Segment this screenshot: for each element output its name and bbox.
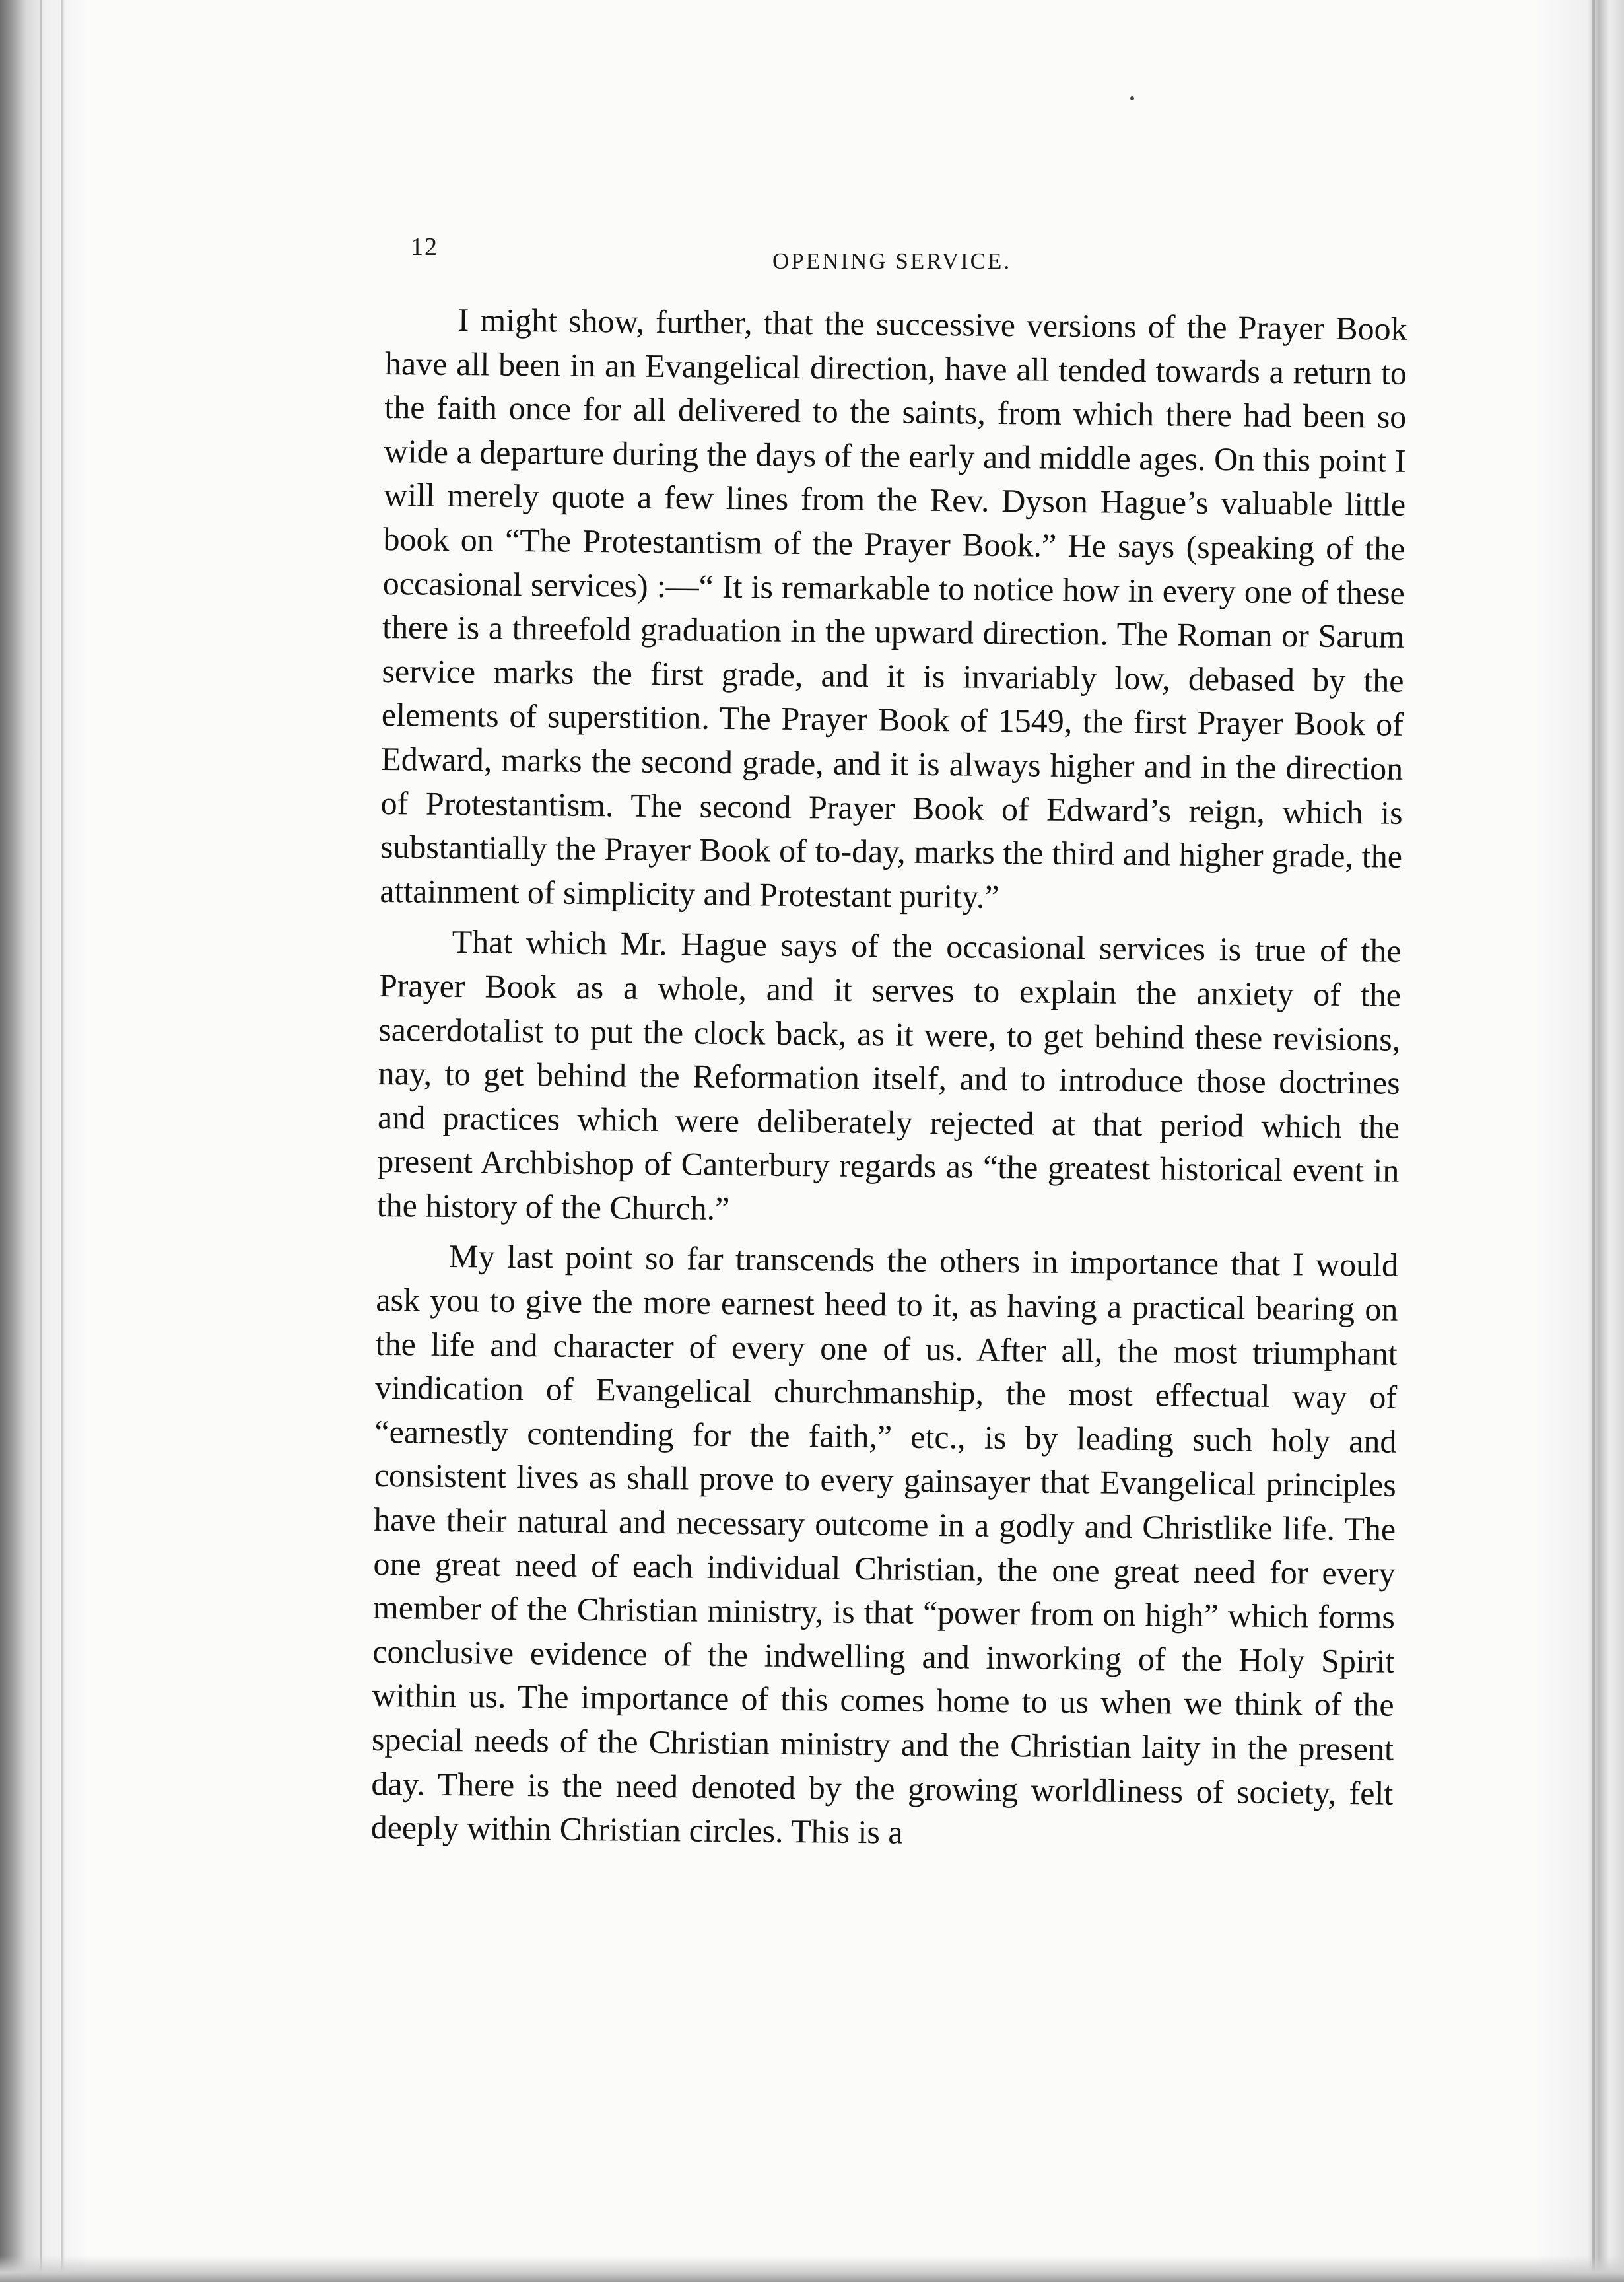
paragraph-last-point: My last point so far transcends the others in importance that I would ask you to give the more earnest heed to it, as having a practical bearing on the life and character of every one of us. After all, the most triumphant vindication of Evangelical churchmanship, the most effectual way of “earnestly contending for the faith,” etc., is by leading such holy and consistent lives as shall prove to every gainsayer that Evangelical principles have their natural and necessary outcome in a godly and Christlike life. The one great need of each individual Christian, the one great need for every member of the Christian ministry, is that “power from on high” which forms conclusive evidence of the indwelling and inworking of the Holy Spirit within us. The importance of this comes home to us when we think of the special needs of the Christian ministry and the Christian laity in the present day. There is the need denoted by the growing worldliness of society, felt deeply within Christian circles. This is a xyxy=(370,1237,1399,1851)
page-edge-right xyxy=(1538,0,1624,2282)
binding-line-inner xyxy=(61,0,65,2282)
ink-speck xyxy=(1130,96,1134,100)
body-text xyxy=(370,297,1407,1859)
page-edge-bottom xyxy=(0,2256,1624,2282)
paragraph-mr-hague: That which Mr. Hague says of the occasional services is true of the Prayer Book as a whole, and it serves to explain the anxiety of the sacerdotalist to put the clock back, as it were, to get behind these revisions, nay, to get behind the Reformation itself, and to introduce those doctrines and practices which were deliberately rejected at that period which the present Archbishop of Canterbury regards as “the greatest historical event in the history of the Church.” xyxy=(376,923,1402,1227)
paragraph-prayer-book-versions: I might show, further, that the successive versions of the Prayer Book have all been in an Evangelical direction, have all tended towards a return to the faith once for all delivered to the saints, from which there had been so wide a departure during the days of the early and middle ages. On this point I will merely quote a few lines from the Rev. Dyson Hague’s valuable little book on “The Protestantism of the Prayer Book.” He says (speaking of the occasional services) :—“ It is remarkable to notice how in every one of these there is a threefold graduation in the upward direction. The Roman or Sarum service marks the first grade, and it is invariably low, debased by the elements of superstition. The Prayer Book of 1549, the first Prayer Book of Edward, marks the second grade, and it is always higher and in the direction of Protestantism. The second Prayer Book of Edward’s reign, which is substantially the Prayer Book of to-day, marks the third and higher grade, the attainment of simplicity and Protestant purity.” xyxy=(380,301,1407,915)
running-head: OPENING SERVICE. xyxy=(772,248,1012,274)
page-number: 12 xyxy=(411,233,438,261)
binding-line-outer xyxy=(40,0,42,2282)
binding-shadow-left xyxy=(0,0,86,2282)
page-edge-line-right xyxy=(1592,0,1595,2282)
